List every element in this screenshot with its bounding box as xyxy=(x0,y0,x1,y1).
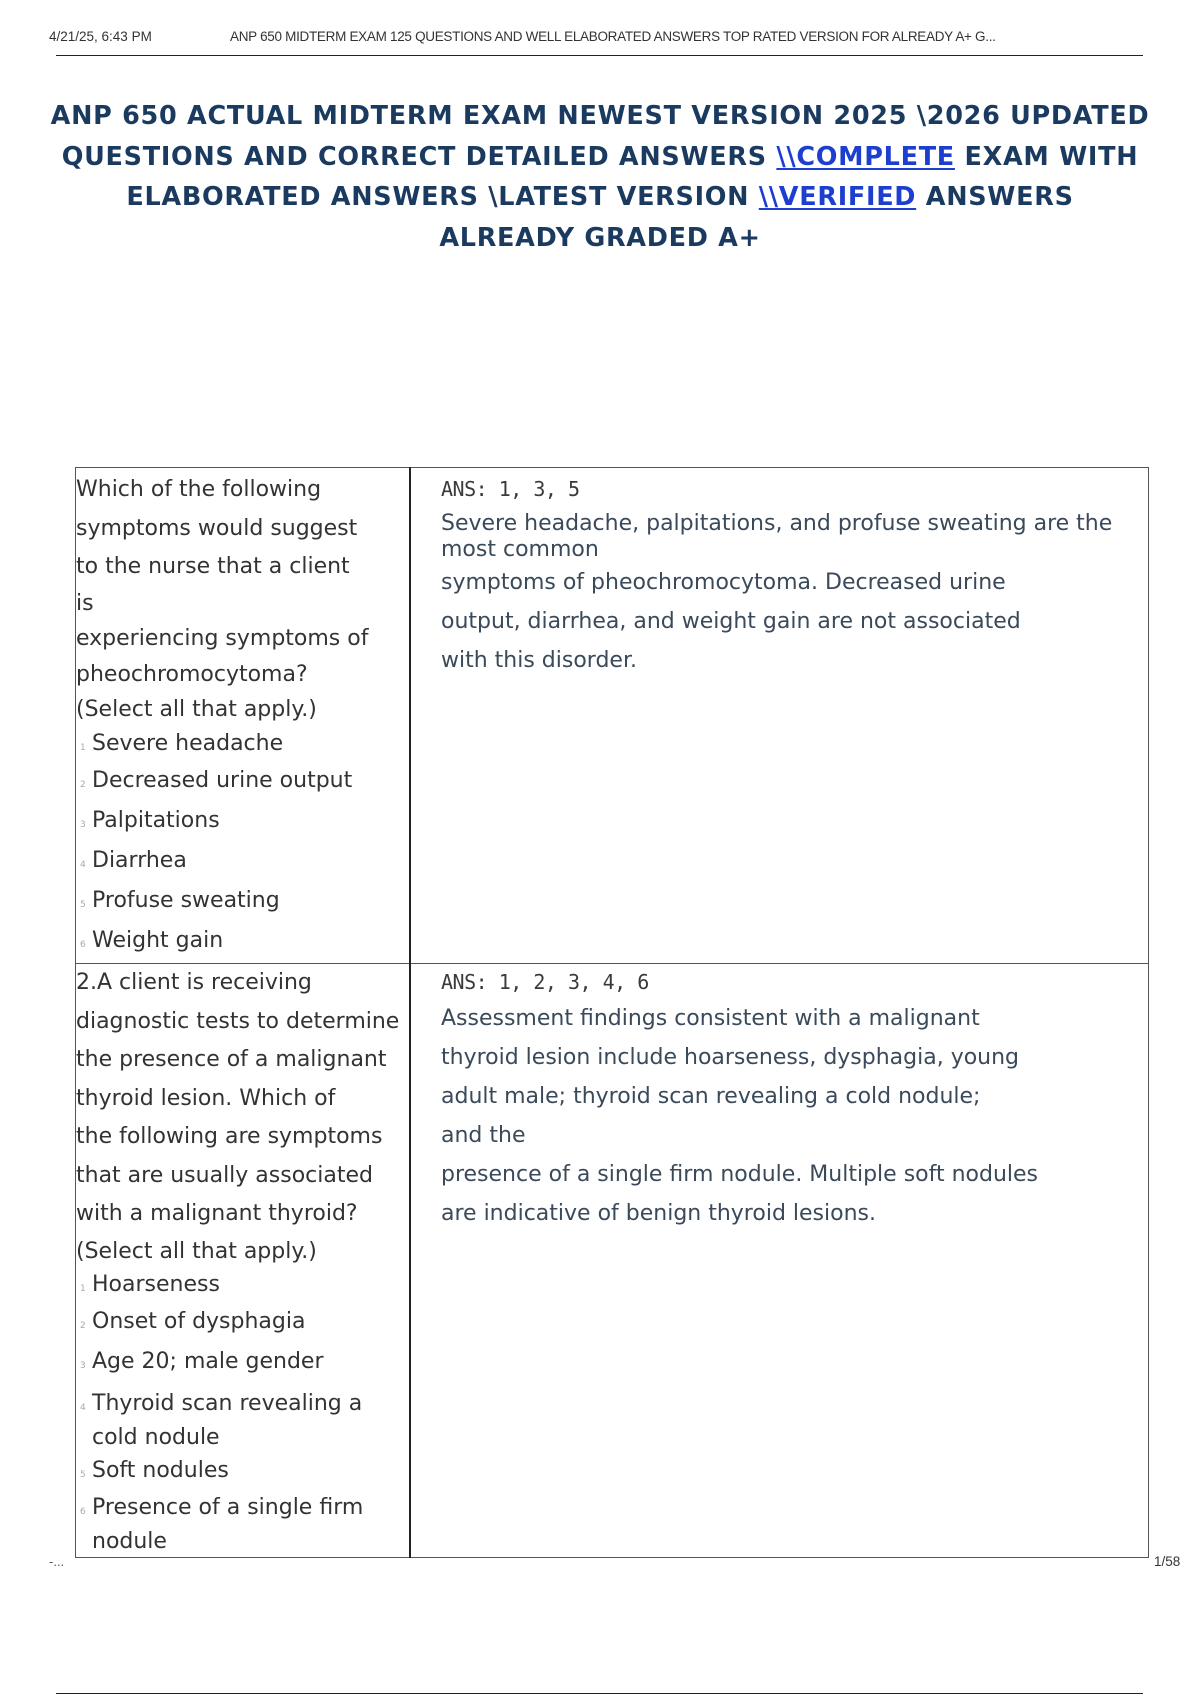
question-text-line: to the nurse that a client xyxy=(76,554,350,579)
option-label-continuation: cold nodule xyxy=(92,1424,220,1450)
title-line-2 xyxy=(20,137,1180,178)
answer-option xyxy=(76,1389,409,1453)
option-number: 2 xyxy=(80,1320,86,1331)
document-title xyxy=(20,96,1180,258)
rationale-line: Severe headache, palpitations, and profuse sweating are the xyxy=(441,511,1113,536)
table-row xyxy=(76,468,1149,964)
question-text-line: that are usually associated xyxy=(76,1162,373,1188)
answer-option xyxy=(76,1493,409,1557)
verified-link[interactable]: \\VERIFIED xyxy=(758,182,917,212)
title-line-2-tail: EXAM WITH xyxy=(954,141,1139,172)
rationale-line: are indicative of benign thyroid lesions. xyxy=(441,1201,876,1226)
option-label: Presence of a single firm xyxy=(92,1494,364,1520)
header-divider xyxy=(56,55,1143,56)
answer-option xyxy=(76,883,409,923)
answer-option xyxy=(76,1304,409,1344)
title-line-3-text: ELABORATED ANSWERS \LATEST VERSION xyxy=(126,182,759,212)
title-line-1: ANP 650 ACTUAL MIDTERM EXAM NEWEST VERSION 2025 \2026 UPDATED xyxy=(50,101,1150,131)
answer-option xyxy=(76,763,409,803)
question-text-line: experiencing symptoms of xyxy=(76,625,369,651)
answer-option xyxy=(76,803,409,843)
rationale-line: Assessment findings consistent with a malignant xyxy=(441,1006,980,1031)
option-number: 3 xyxy=(80,820,86,830)
page-number: 1/58 xyxy=(1154,1554,1181,1569)
option-number: 5 xyxy=(80,900,86,910)
option-number: 5 xyxy=(80,1469,86,1480)
question-text-line: (Select all that apply.) xyxy=(76,697,317,722)
table-row xyxy=(76,964,1149,1558)
answer-cell xyxy=(410,468,1149,964)
rationale-line: adult male; thyroid scan revealing a cold nodule; xyxy=(441,1084,981,1109)
question-text-line: the presence of a malignant xyxy=(76,1047,387,1072)
header-page-title: ANP 650 MIDTERM EXAM 125 QUESTIONS AND WELL ELABORATED ANSWERS TOP RATED VERSION FOR ALREADY A+ G... xyxy=(230,29,996,44)
qa-table xyxy=(75,467,1149,1558)
answer-option xyxy=(76,923,409,963)
footer-url: -... xyxy=(49,1554,65,1569)
option-number: 4 xyxy=(80,1402,86,1413)
complete-link[interactable]: \\COMPLETE xyxy=(776,141,955,172)
option-label: Soft nodules xyxy=(92,1457,229,1483)
rationale-line: thyroid lesion include hoarseness, dysphagia, young xyxy=(441,1045,1020,1070)
title-line-3 xyxy=(20,177,1180,218)
question-text-line: pheochromocytoma? xyxy=(76,662,308,687)
rationale-line: with this disorder. xyxy=(441,648,637,673)
option-label: Age 20; male gender xyxy=(92,1348,324,1374)
answer-option xyxy=(76,1344,409,1384)
question-text-line: Which of the following xyxy=(76,477,322,502)
option-number: 2 xyxy=(80,780,86,790)
question-cell xyxy=(76,964,411,1558)
question-text-line: (Select all that apply.) xyxy=(76,1238,317,1264)
option-number: 1 xyxy=(80,743,86,753)
rationale-line: most common xyxy=(441,537,599,562)
answer-key: ANS: 1, 2, 3, 4, 6 xyxy=(441,970,649,994)
question-text-line: thyroid lesion. Which of xyxy=(76,1085,336,1111)
question-text-line: diagnostic tests to determine xyxy=(76,1008,400,1034)
option-number: 3 xyxy=(80,1360,86,1371)
rationale-line: output, diarrhea, and weight gain are not associated xyxy=(441,609,1021,634)
option-number: 4 xyxy=(80,860,86,870)
option-label: Severe headache xyxy=(92,731,284,756)
title-line-2-text: QUESTIONS AND CORRECT DETAILED ANSWERS xyxy=(61,141,777,172)
answer-option xyxy=(76,1270,409,1304)
question-text-line: 2.A client is receiving xyxy=(76,970,312,995)
option-label: Thyroid scan revealing a xyxy=(92,1390,363,1416)
answer-option xyxy=(76,729,409,763)
option-label: Weight gain xyxy=(92,928,224,953)
answer-key: ANS: 1, 3, 5 xyxy=(441,477,580,501)
rationale-line: symptoms of pheochromocytoma. Decreased urine xyxy=(441,570,1006,595)
option-label: Diarrhea xyxy=(92,848,187,873)
header-datetime: 4/21/25, 6:43 PM xyxy=(49,29,152,44)
option-label: Onset of dysphagia xyxy=(92,1308,306,1334)
question-text-line: with a malignant thyroid? xyxy=(76,1201,358,1226)
option-label: Palpitations xyxy=(92,808,220,833)
option-label: Profuse sweating xyxy=(92,888,280,913)
answer-option xyxy=(76,1453,409,1493)
title-line-4: ALREADY GRADED A+ xyxy=(439,222,761,253)
question-text-line: is xyxy=(76,590,94,616)
title-line-3-tail: ANSWERS xyxy=(916,182,1074,212)
question-text-line: symptoms would suggest xyxy=(76,515,358,541)
option-number: 1 xyxy=(80,1283,86,1294)
footer-divider xyxy=(56,1693,1143,1694)
question-cell xyxy=(76,468,411,964)
question-text-line: the following are symptoms xyxy=(76,1124,383,1149)
option-label: Hoarseness xyxy=(92,1271,220,1297)
answer-cell xyxy=(410,964,1149,1558)
option-label-continuation: nodule xyxy=(92,1528,167,1554)
option-label: Decreased urine output xyxy=(92,768,353,793)
answer-option xyxy=(76,843,409,883)
rationale-line: presence of a single firm nodule. Multiple soft nodules xyxy=(441,1162,1039,1187)
rationale-line: and the xyxy=(441,1123,526,1148)
option-number: 6 xyxy=(80,1506,86,1517)
option-number: 6 xyxy=(80,940,86,950)
